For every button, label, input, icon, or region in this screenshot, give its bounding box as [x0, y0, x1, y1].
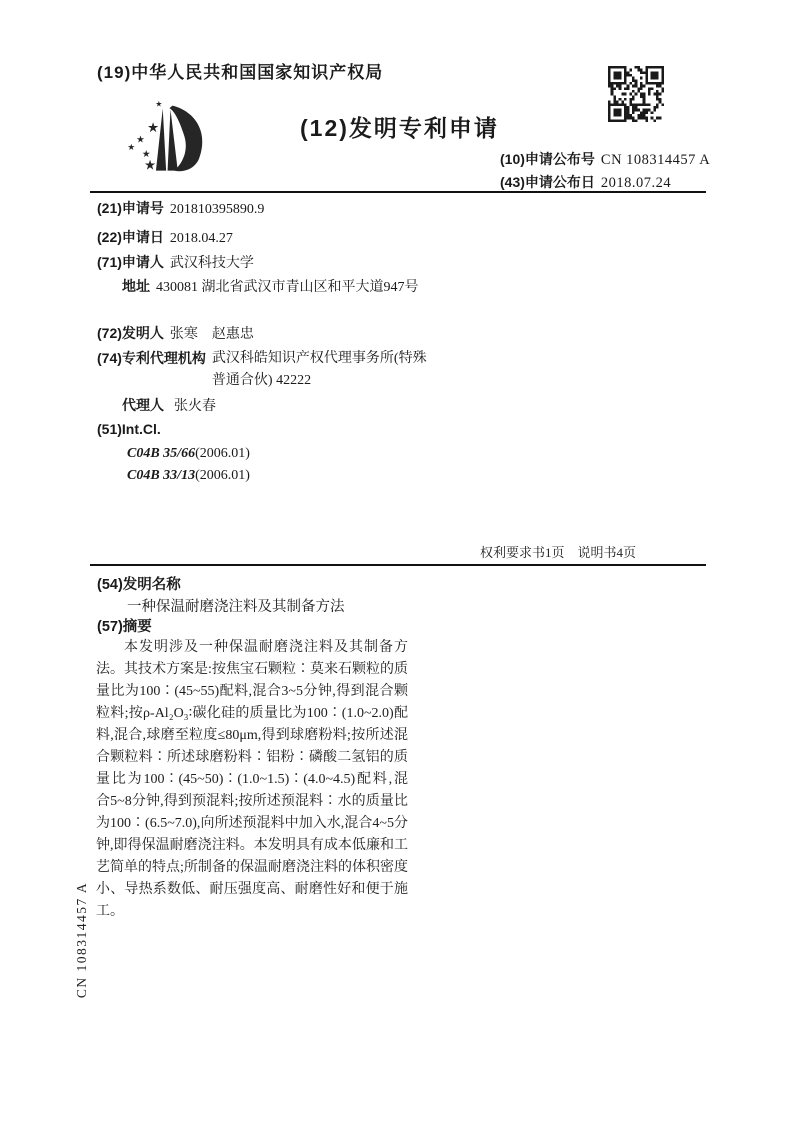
svg-text:★: ★: [141, 149, 151, 161]
intcl-code-1: [127, 444, 250, 462]
cnipa-logo-icon: [125, 96, 245, 188]
agent-row: [122, 395, 216, 415]
svg-text:★: ★: [155, 99, 163, 109]
agent-value: 张火春: [174, 399, 216, 414]
application-date-row: [97, 227, 233, 247]
inventor-row: [97, 323, 254, 343]
address-value: 430081 湖北省武汉市青山区和平大道947号: [156, 280, 419, 295]
agency-label: (74)专利代理机构: [97, 350, 206, 366]
svg-text:★: ★: [127, 142, 136, 153]
application-number-label: (21)申请号: [97, 200, 164, 216]
publication-date-label: (43)申请公布日: [500, 174, 595, 190]
svg-text:★: ★: [146, 119, 160, 135]
applicant-value: 武汉科技大学: [169, 256, 254, 271]
inventor-value: 张寒 赵惠忠: [169, 327, 254, 342]
office-name: (19)中华人民共和国国家知识产权局: [97, 63, 384, 82]
agency-value: 武汉科皓知识产权代理事务所(特殊普通合伙) 42222: [211, 351, 427, 388]
publication-date-value: 2018.07.24: [600, 175, 672, 191]
agency-row: [97, 348, 436, 392]
svg-text:★: ★: [144, 157, 157, 173]
intcl-code-2-year: (2006.01): [195, 468, 250, 483]
invention-title-value: 一种保温耐磨浇注料及其制备方法: [127, 599, 345, 615]
intcl-code-1-year: (2006.01): [195, 446, 250, 461]
application-date-value: 2018.04.27: [169, 231, 233, 246]
qr-code: [608, 66, 664, 122]
publication-number-row: [500, 149, 710, 169]
section-divider: [90, 564, 706, 566]
address-label: 地址: [122, 278, 150, 294]
publication-number-value: CN 108314457 A: [600, 152, 711, 168]
applicant-label: (71)申请人: [97, 254, 164, 270]
publication-number-label: (10)申请公布号: [500, 151, 595, 167]
address-row: [122, 276, 433, 298]
header-divider: [90, 191, 706, 193]
abstract-label: (57)摘要: [97, 619, 152, 635]
intcl-code-2-class: C04B 33/13: [127, 468, 196, 483]
pages-info: 权利要求书1页 说明书4页: [480, 545, 637, 560]
agent-label: 代理人: [122, 397, 164, 413]
side-publication-code: CN 108314457 A: [74, 881, 89, 999]
document-type-title: (12)发明专利申请: [300, 115, 499, 141]
abstract-text: 本发明涉及一种保温耐磨浇注料及其制备方法。其技术方案是:按焦宝石颗粒∶莫来石颗粒的质量比为100∶(45~55)配料,混合3~5分钟,得到混合颗粒料;按ρ-Al₂O₃∶碳化硅的质量比为100∶(1.0~2.0)配料,混合,球磨至粒度≤80μm,得到球磨粉料;按所述混合颗粒料∶所述球磨粉料∶铝粉∶磷酸二氢铝的质量比为100∶(45~50)∶(1.0~1.5)∶(4.0~4.5)配料,混合5~8分钟,得到预混料;按所述预混料∶水的质量比为100∶(6.5~7.0),向所述预混料中加入水,混合4~5分钟,即得保温耐磨浇注料。本发明具有成本低廉和工艺简单的特点;所制备的保温耐磨浇注料的体积密度小、导热系数低、耐压强度高、耐磨性好和便于施工。: [96, 640, 408, 919]
application-number-value: 201810395890.9: [169, 202, 265, 217]
application-number-row: [97, 198, 264, 218]
application-date-label: (22)申请日: [97, 229, 164, 245]
publication-date-row: [500, 172, 671, 192]
inventor-label: (72)发明人: [97, 325, 164, 341]
invention-title-label: (54)发明名称: [97, 577, 181, 593]
intcl-row: [97, 421, 161, 437]
applicant-row: [97, 252, 254, 272]
intcl-code-2: [127, 466, 250, 484]
svg-text:★: ★: [136, 134, 145, 146]
intcl-label: (51)Int.Cl.: [97, 421, 161, 437]
intcl-code-1-class: C04B 35/66: [127, 446, 196, 461]
